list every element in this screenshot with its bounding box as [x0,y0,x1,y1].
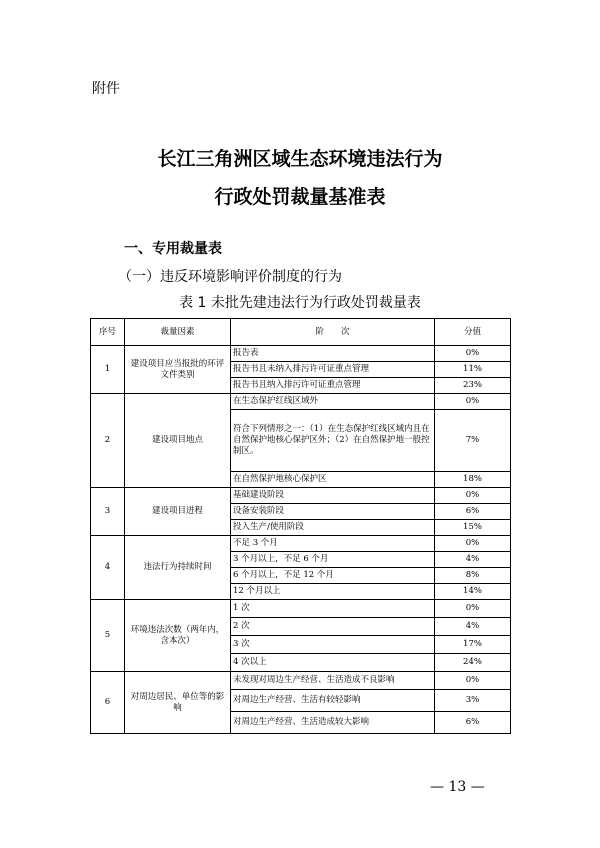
row-number: 6 [91,672,125,734]
header-level: 阶 次 [231,319,435,346]
level-cell: 报告表 [231,346,435,362]
score-cell: 7% [435,410,511,472]
score-cell: 18% [435,472,511,488]
score-cell: 3% [435,690,511,712]
table-row [91,394,511,410]
level-cell: 报告书且纳入排污许可证重点管理 [231,378,435,394]
score-cell: 24% [435,654,511,672]
factor-cell: 建设项目应当报批的环评文件类别 [125,346,231,394]
score-cell: 0% [435,488,511,504]
section-heading: 一、专用裁量表 [124,241,222,257]
level-cell: 未发现对周边生产经营、生活造成不良影响 [231,672,435,690]
header-score: 分值 [435,319,511,346]
score-cell: 0% [435,394,511,410]
level-cell: 12 个月以上 [231,584,435,600]
table-row [91,488,511,504]
table-row [91,346,511,362]
level-cell: 4 次以上 [231,654,435,672]
title-line-2: 行政处罚裁量基准表 [214,186,386,208]
score-cell: 15% [435,520,511,536]
level-cell: 报告书且未纳入排污许可证重点管理 [231,362,435,378]
score-cell: 11% [435,362,511,378]
score-cell: 14% [435,584,511,600]
factor-cell: 建设项目地点 [125,394,231,488]
level-cell: 基础建设阶段 [231,488,435,504]
table-row [91,600,511,618]
row-number: 4 [91,536,125,600]
score-cell: 0% [435,536,511,552]
page-number: — 13 — [430,779,485,795]
factor-cell: 对周边居民、单位等的影响 [125,672,231,734]
level-cell: 设备安装阶段 [231,504,435,520]
table-header-row [91,319,511,346]
penalty-table [90,318,511,734]
level-cell: 2 次 [231,618,435,636]
level-cell: 3 个月以上，不足 6 个月 [231,552,435,568]
score-cell: 4% [435,552,511,568]
factor-cell: 环境违法次数（两年内，含本次） [125,600,231,672]
header-factor: 裁量因素 [125,319,231,346]
row-number: 2 [91,394,125,488]
table-row [91,536,511,552]
level-cell: 对周边生产经营、生活有较轻影响 [231,690,435,712]
level-cell: 不足 3 个月 [231,536,435,552]
table-caption: 表 1 未批先建违法行为行政处罚裁量表 [179,295,421,311]
header-no: 序号 [91,319,125,346]
title-line-1: 长江三角洲区域生态环境违法行为 [157,148,443,170]
table-row [91,672,511,690]
row-number: 1 [91,346,125,394]
score-cell: 0% [435,346,511,362]
score-cell: 4% [435,618,511,636]
level-cell: 3 次 [231,636,435,654]
score-cell: 8% [435,568,511,584]
factor-cell: 建设项目进程 [125,488,231,536]
score-cell: 17% [435,636,511,654]
level-cell: 在生态保护红线区域外 [231,394,435,410]
score-cell: 0% [435,672,511,690]
level-cell: 投入生产/使用阶段 [231,520,435,536]
factor-cell: 违法行为持续时间 [125,536,231,600]
row-number: 5 [91,600,125,672]
level-cell: 1 次 [231,600,435,618]
score-cell: 23% [435,378,511,394]
level-cell: 6 个月以上，不足 12 个月 [231,568,435,584]
score-cell: 6% [435,504,511,520]
attachment-label: 附件 [92,81,120,97]
level-cell: 在自然保护地核心保护区 [231,472,435,488]
score-cell: 6% [435,712,511,734]
score-cell: 0% [435,600,511,618]
level-cell: 对周边生产经营、生活造成较大影响 [231,712,435,734]
subsection-heading: （一）违反环境影响评价制度的行为 [118,269,342,285]
level-cell: 符合下列情形之一：（1）在生态保护红线区域内且在自然保护地核心保护区外；（2）在自然保护地一般控制区。 [231,410,435,472]
row-number: 3 [91,488,125,536]
document-title [0,140,600,216]
